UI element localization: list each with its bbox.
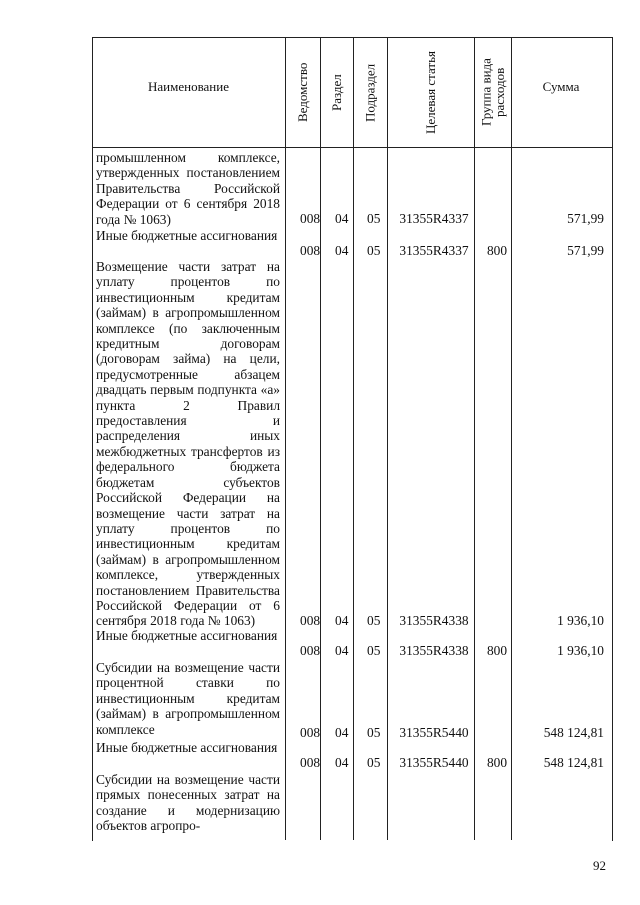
header-celevaya: Целевая статья (423, 51, 439, 135)
header-ved: Ведомство (295, 62, 311, 123)
row-gruppa: 800 (486, 643, 508, 658)
row-gruppa: 800 (486, 755, 508, 770)
row-summa: 1 936,10 (557, 613, 604, 628)
row-podrazdel: 05 (367, 725, 381, 740)
row-podrazdel: 05 (367, 755, 381, 770)
table-row (92, 772, 611, 840)
header-summa: Сумма (542, 79, 580, 94)
row-ved: 008 (300, 643, 321, 658)
row-razdel: 04 (335, 211, 349, 226)
row-podrazdel: 05 (367, 613, 381, 628)
table-row (92, 660, 611, 740)
row-name: Возмещение части затрат на уплату процентов по инвестиционным кредитам (займам) в агропромышленном комплексе (по заключенным кредитным договорам (договорам займа) на цели, предусмотренные абзацем двадцать первым подпункта «а» пункта 2 Правил предоставления и распределения иных межбюджетных трансфертов из федерального бюджета бюджетам субъектов Российской Федерации на возмещение части затрат на уплату процентов по инвестиционным кредитам (займам) в агропромышленном комплексе, утвержденных постановлением Правительства Российской Федерации от 6 сентября 2018 года № 1063) (96, 259, 280, 629)
header-name: Наименование (148, 79, 229, 94)
table-row (92, 628, 611, 660)
row-name: промышленном комплексе, утвержденных постановлением Правительства Российской Федерации от 6 сентября 2018 года № 1063) (96, 150, 280, 227)
row-ved: 008 (300, 725, 321, 740)
header-gruppa: Группа вида расходов (478, 58, 507, 127)
row-razdel: 04 (335, 613, 349, 628)
table-row (92, 150, 611, 230)
row-ved: 008 (300, 755, 321, 770)
row-razdel: 04 (335, 643, 349, 658)
table-row (92, 740, 611, 772)
header-podrazdel: Подраздел (362, 63, 378, 122)
row-name: Субсидии на возмещение части прямых понесенных затрат на создание и модернизацию объектов агропро- (96, 772, 280, 834)
row-name: Субсидии на возмещение части процентной ставки по инвестиционным кредитам (займам) в агропромышленном комплексе (96, 660, 280, 737)
row-name: Иные бюджетные ассигнования (96, 228, 278, 243)
row-razdel: 04 (335, 243, 349, 258)
row-summa: 1 936,10 (557, 643, 604, 658)
row-celevaya: 31355R4337 (399, 211, 469, 226)
row-celevaya: 31355R4337 (399, 243, 469, 258)
table-row (92, 228, 611, 260)
row-celevaya: 31355R4338 (399, 643, 469, 658)
row-podrazdel: 05 (367, 243, 381, 258)
row-celevaya: 31355R5440 (399, 755, 469, 770)
row-gruppa: 800 (486, 243, 508, 258)
row-podrazdel: 05 (367, 211, 381, 226)
row-name: Иные бюджетные ассигнования (96, 740, 278, 755)
row-summa: 548 124,81 (543, 755, 604, 770)
header-divider (92, 147, 612, 148)
row-ved: 008 (300, 613, 321, 628)
row-razdel: 04 (335, 755, 349, 770)
row-podrazdel: 05 (367, 643, 381, 658)
row-ved: 008 (300, 211, 321, 226)
row-celevaya: 31355R4338 (399, 613, 469, 628)
row-summa: 548 124,81 (543, 725, 604, 740)
row-razdel: 04 (335, 725, 349, 740)
row-celevaya: 31355R5440 (399, 725, 469, 740)
table-row (92, 259, 611, 629)
page-number: 92 (593, 858, 606, 873)
row-ved: 008 (300, 243, 321, 258)
row-summa: 571,99 (567, 211, 604, 226)
row-name: Иные бюджетные ассигнования (96, 628, 278, 643)
row-summa: 571,99 (567, 243, 604, 258)
header-razdel: Раздел (329, 74, 345, 111)
